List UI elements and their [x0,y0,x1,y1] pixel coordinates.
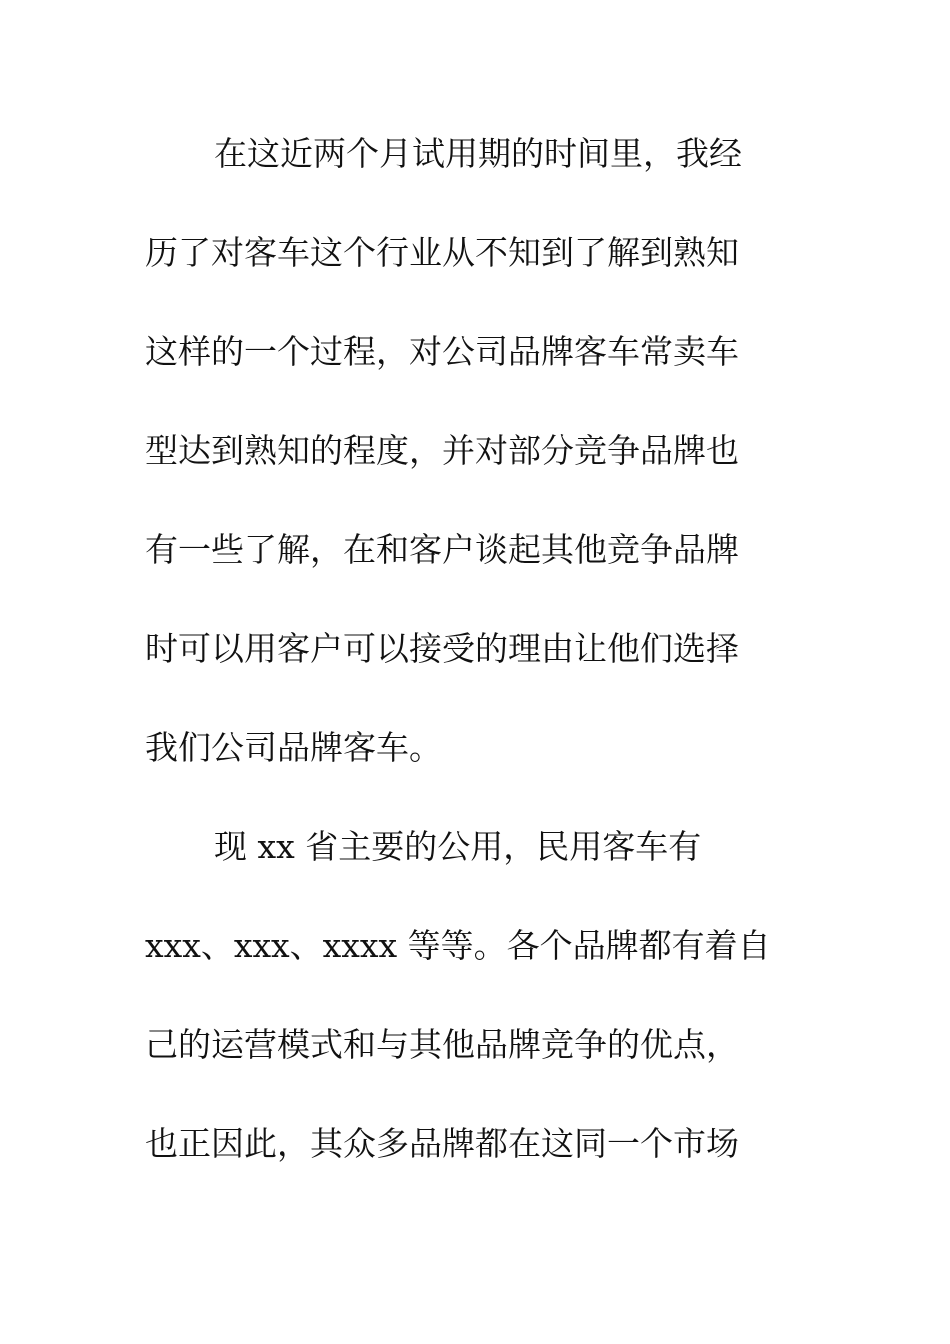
paragraph-2-line-3: 己的运营模式和与其他品牌竞争的优点， [145,1025,739,1064]
paragraph-1-line-3: 这样的一个过程，对公司品牌客车常卖车 [145,332,739,371]
body-text [145,118,805,1207]
paragraph-1-line-6: 时可以用客户可以接受的理由让他们选择 [145,629,739,668]
paragraph-2-line-1: 现 xx 省主要的公用，民用客车有 [214,827,702,866]
paragraph-2-line-4: 也正因此，其众多品牌都在这同一个市场 [145,1124,739,1163]
paragraph-1-line-5: 有一些了解，在和客户谈起其他竞争品牌 [145,530,739,569]
paragraph-1-line-4: 型达到熟知的程度，并对部分竞争品牌也 [145,431,739,470]
paragraph-2-line-2: xxx、xxx、xxxx 等等。各个品牌都有着自 [145,926,771,965]
paragraph-1-line-1: 在这近两个月试用期的时间里，我经 [214,134,742,173]
paragraph-1-line-2: 历了对客车这个行业从不知到了解到熟知 [145,233,739,272]
paragraph-1-line-7: 我们公司品牌客车。 [145,728,442,767]
